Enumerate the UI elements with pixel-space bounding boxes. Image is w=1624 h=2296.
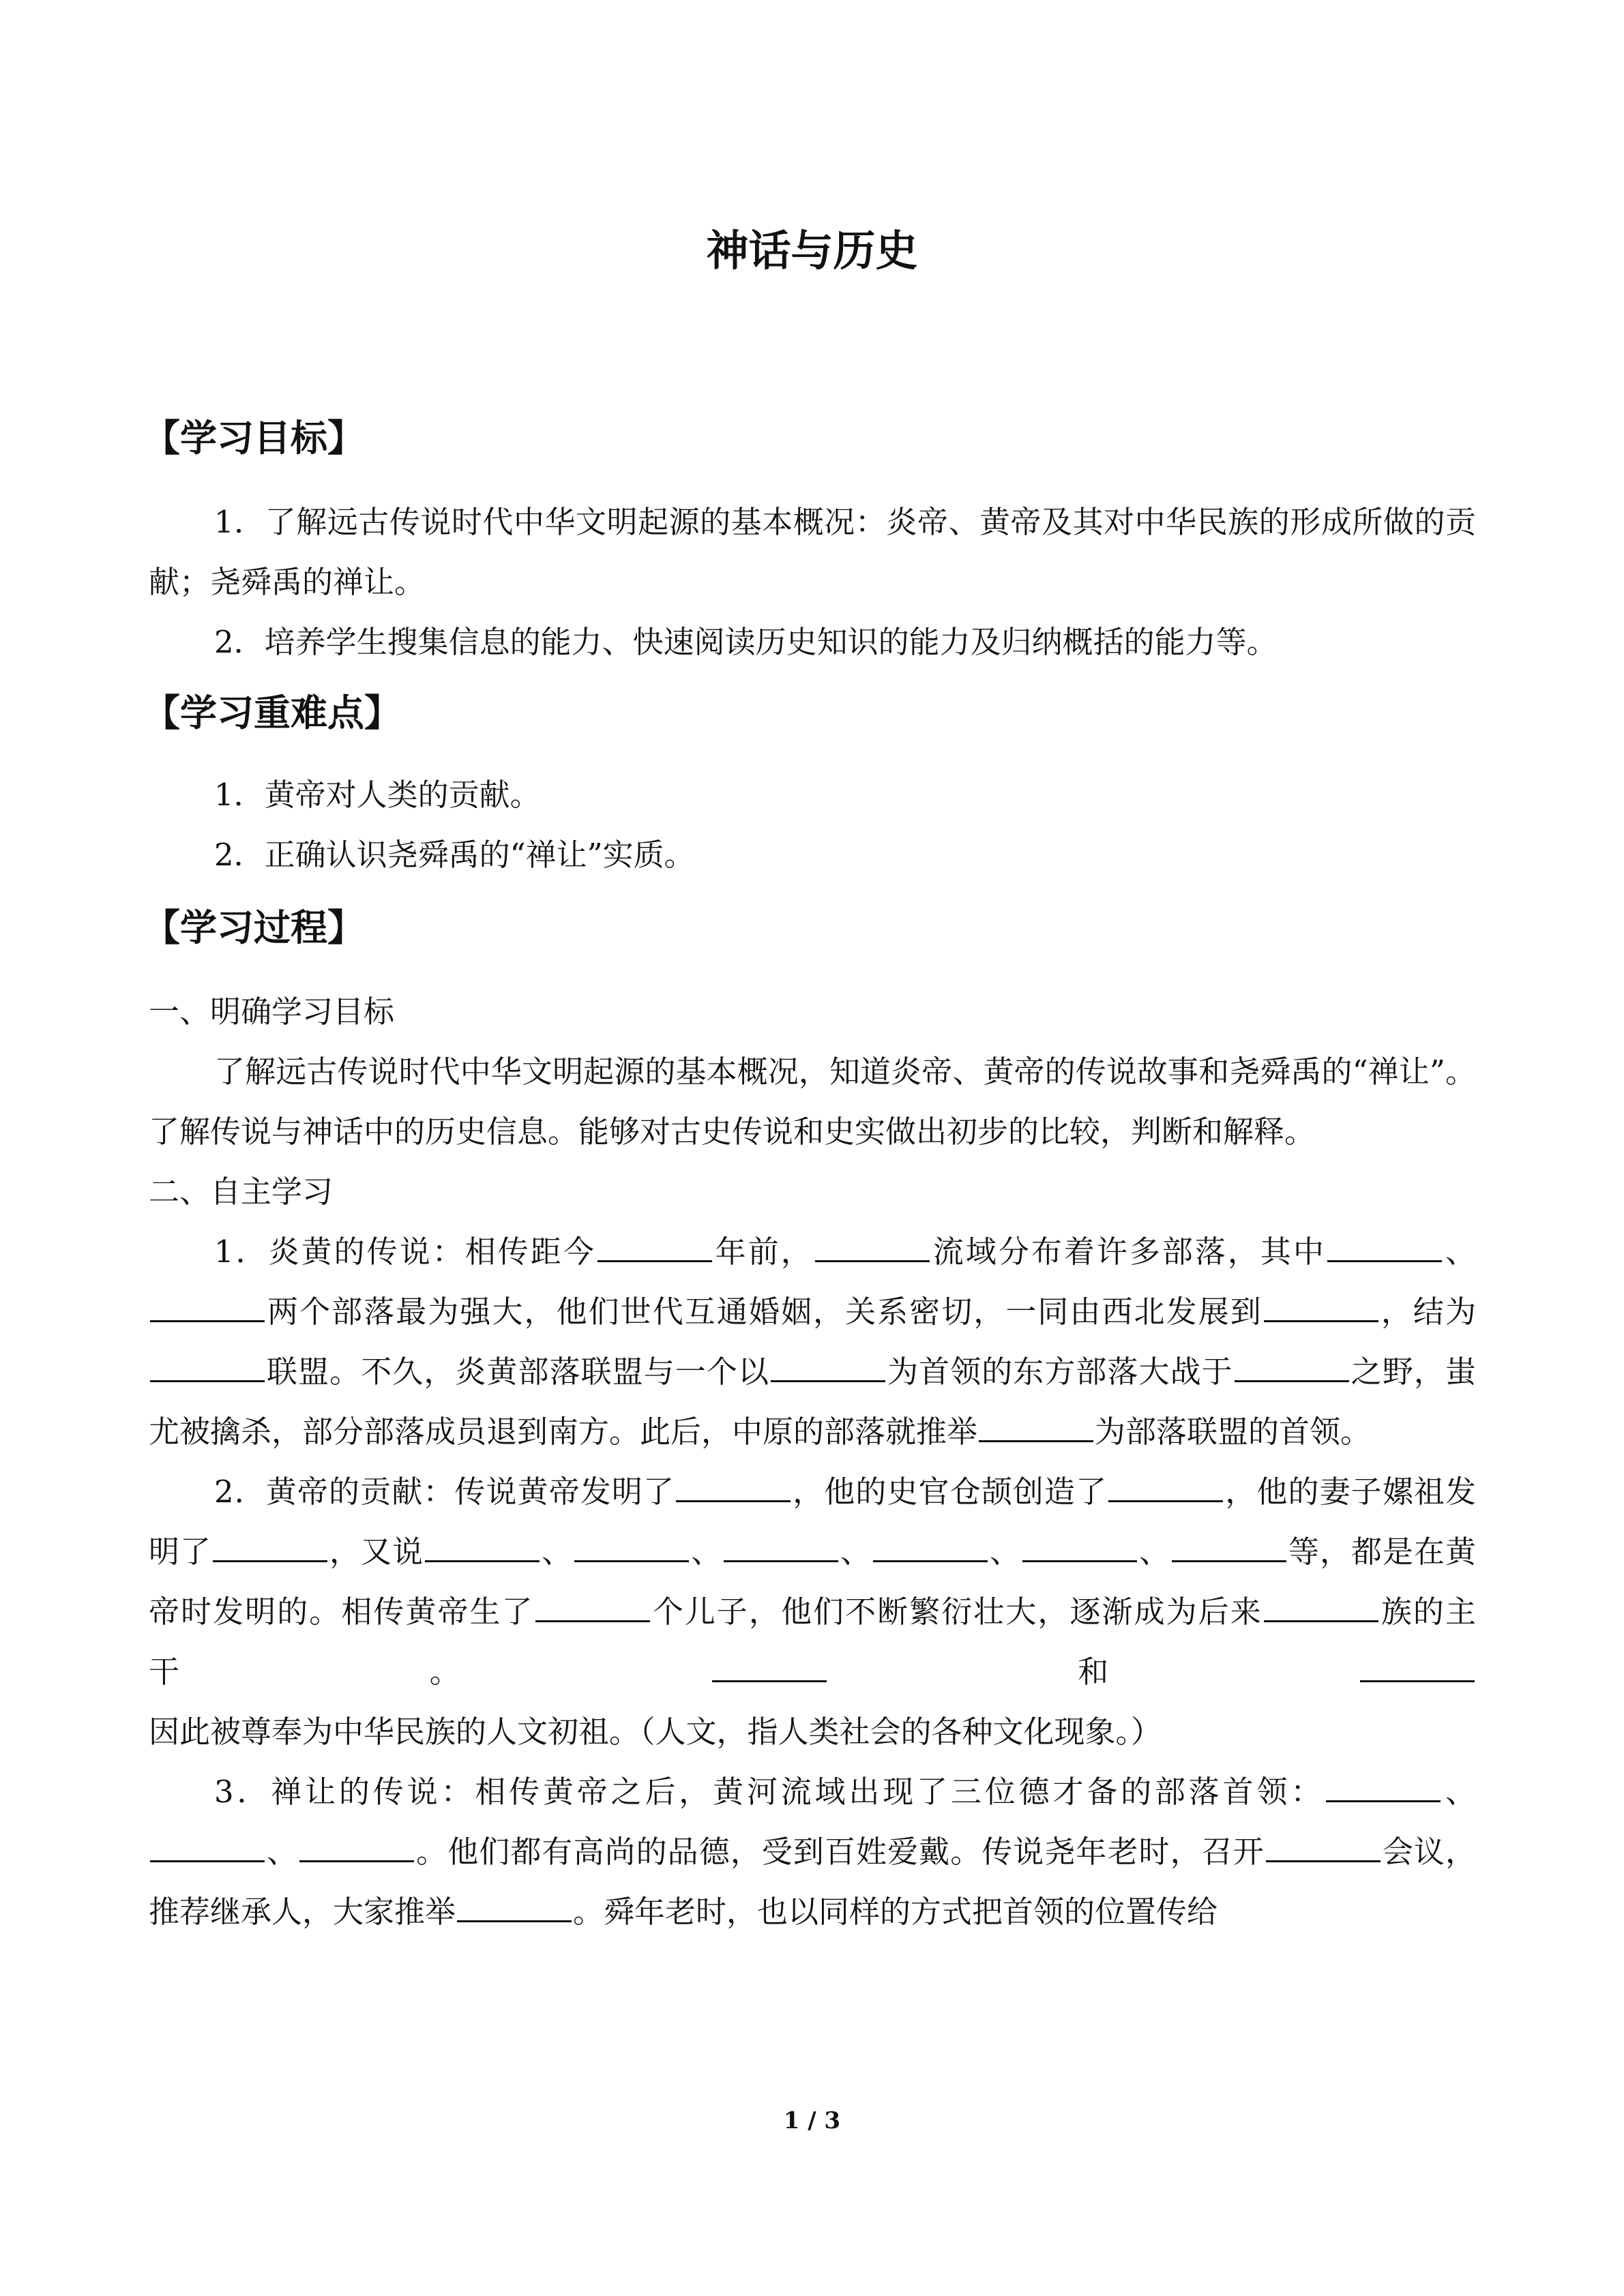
fill-blank[interactable] — [150, 1836, 265, 1862]
fill-blank[interactable] — [574, 1536, 689, 1562]
keypoint-item-2: 2．正确认识尧舜禹的“禅让”实质。 — [214, 837, 695, 873]
heading-key-points: 【学习重难点】 — [143, 691, 401, 734]
fill-blank[interactable] — [213, 1536, 327, 1562]
fill-blank[interactable] — [150, 1356, 265, 1382]
fill-blank[interactable] — [457, 1896, 572, 1922]
fill-blank[interactable] — [299, 1836, 414, 1862]
fill-blank[interactable] — [1108, 1476, 1223, 1502]
fill-blank[interactable] — [1235, 1356, 1349, 1382]
question-1: 1．炎黄的传说：相传距今 年前， 流域分布着许多部落，其中 、两个部落最为强大，他们世代互通婚姻，关系密切，一同由西北发展到 ，结为联盟。不久，炎黄部落联盟与一个以 为首领的东方部落大战于 之野，蚩尤被擒杀，部分部落成员退到南方。此后，中原的部落就推举 为部落联盟的首领。 — [149, 1234, 1476, 1450]
heading-learning-process: 【学习过程】 — [143, 906, 364, 949]
page-number: 1 / 3 — [783, 2107, 841, 2134]
process-content — [149, 982, 1476, 1942]
fill-blank[interactable] — [1022, 1536, 1137, 1562]
fill-blank[interactable] — [1326, 1776, 1441, 1802]
part1-text: 了解远古传说时代中华文明起源的基本概况，知道炎帝、黄帝的传说故事和尧舜禹的“禅让”。了解传说与神话中的历史信息。能够对古史传说和史实做出初步的比较，判断和解释。 — [149, 1054, 1476, 1150]
fill-blank[interactable] — [1264, 1296, 1378, 1322]
goals-list — [149, 492, 1476, 672]
fill-blank[interactable] — [724, 1536, 838, 1562]
goal-item-1: 1．了解远古传说时代中华文明起源的基本概况：炎帝、黄帝及其对中华民族的形成所做的贡献；尧舜禹的禅让。 — [149, 504, 1476, 600]
fill-blank[interactable] — [1172, 1536, 1286, 1562]
fill-blank[interactable] — [979, 1416, 1093, 1442]
fill-blank[interactable] — [597, 1236, 712, 1262]
fill-blank[interactable] — [1360, 1656, 1475, 1682]
fill-blank[interactable] — [1266, 1836, 1381, 1862]
fill-blank[interactable] — [535, 1596, 650, 1622]
fill-blank[interactable] — [771, 1356, 885, 1382]
fill-blank[interactable] — [873, 1536, 988, 1562]
fill-blank[interactable] — [150, 1296, 265, 1322]
fill-blank[interactable] — [425, 1536, 540, 1562]
fill-blank[interactable] — [1264, 1596, 1378, 1622]
question-2: 2．黄帝的贡献：传说黄帝发明了 ，他的史官仓颉创造了 ，他的妻子嫘祖发明了 ，又说 、 、 、 、 、 等，都是在黄帝时发明的。相传黄帝生了 个儿子，他们不断繁衍壮大，逐渐成为后来 族的主干。 和因此被尊奉为中华民族的人文初祖。（人文，指人类社会的各种文化现象。） — [149, 1474, 1476, 1750]
heading-learning-goals: 【学习目标】 — [143, 417, 364, 460]
fill-blank[interactable] — [1327, 1236, 1442, 1262]
keypoints-list — [149, 765, 1476, 885]
question-3: 3．禅让的传说：相传黄帝之后，黄河流域出现了三位德才备的部落首领： 、、 。他们都有高尚的品德，受到百姓爱戴。传说尧年老时，召开 会议，推荐继承人，大家推举 。舜年老时，也以同样的方式把首领的位置传给 — [149, 1774, 1476, 1930]
fill-blank[interactable] — [815, 1236, 930, 1262]
goal-item-2: 2．培养学生搜集信息的能力、快速阅读历史知识的能力及归纳概括的能力等。 — [214, 624, 1278, 660]
page-title: 神话与历史 — [706, 226, 918, 275]
fill-blank[interactable] — [676, 1476, 791, 1502]
part2-title: 二、自主学习 — [149, 1174, 334, 1210]
part1-title: 一、明确学习目标 — [149, 994, 395, 1030]
fill-blank[interactable] — [712, 1656, 827, 1682]
keypoint-item-1: 1．黄帝对人类的贡献。 — [214, 777, 541, 813]
